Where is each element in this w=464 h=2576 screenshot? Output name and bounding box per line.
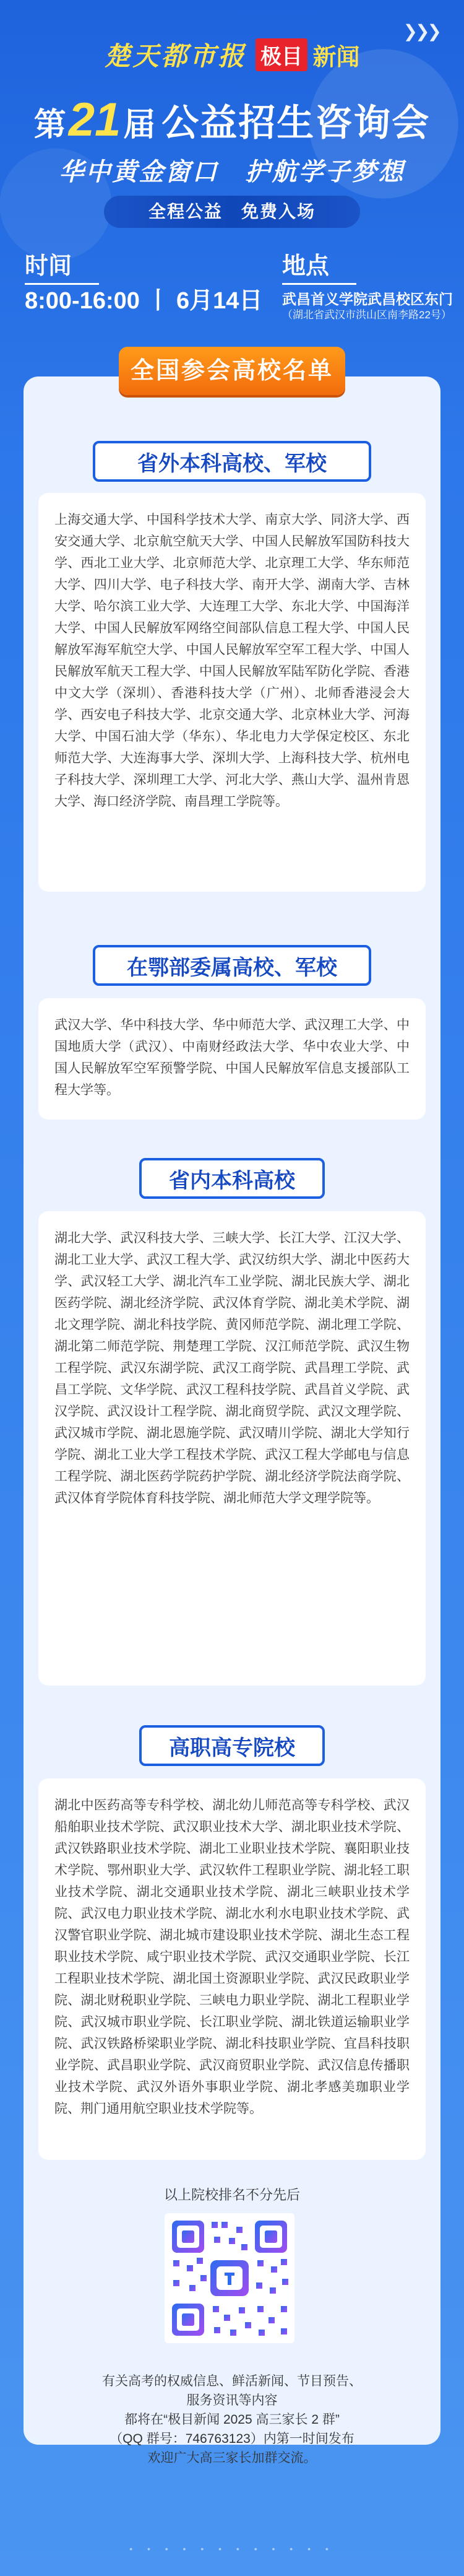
time-value: 8:00-16:00 丨 6月14日 (25, 288, 263, 314)
footer-line: 欢迎广大高三家长加群交流。 (147, 2451, 317, 2465)
slogan: 华中黄金窗口 护航学子梦想 (59, 159, 405, 186)
section-heading: 省内本科高校 (139, 1158, 325, 1199)
section-body: 武汉大学、华中科技大学、华中师范大学、武汉理工大学、中国地质大学（武汉）、中南财经政法大学、华中农业大学、中国人民解放军空军预警学院、中国人民解放军信息支援部队工程大学等。 (38, 998, 426, 1120)
footer-info (37, 2372, 427, 2468)
brand-name: 楚天都市报 (104, 41, 247, 71)
title-number: 21 (68, 94, 121, 146)
brand-news: 新闻 (312, 44, 360, 71)
footer-line: 有关高考的权威信息、鲜活新闻、节目预告、 (102, 2374, 362, 2388)
footer-line: 都将在“极目新闻 2025 高三家长 2 群” (124, 2413, 340, 2427)
qr-code-icon[interactable] (165, 2213, 294, 2343)
title-prefix: 第 (33, 107, 66, 143)
place-label: 地点 (282, 246, 356, 285)
decorative-dots: • • • • • • • • • • • • (129, 2544, 335, 2554)
card-title: 全国参会高校名单 (119, 347, 345, 395)
section-heading: 在鄂部委属高校、军校 (93, 945, 371, 986)
time-label: 时间 (25, 246, 99, 285)
section-body: 上海交通大学、中国科学技术大学、南京大学、同济大学、西安交通大学、北京航空航天大学、中国人民解放军国防科技大学、西北工业大学、北京师范大学、北京理工大学、华东师范大学、四川大学、电子科技大学、南开大学、湖南大学、吉林大学、哈尔滨工业大学、大连理工大学、东北大学、中国海洋大学、中国人民解放军网络空间部队信息工程大学、中国人民解放军海军航空大学、中国人民解放军空军工程大学、中国人民解放军航天工程大学、中国人民解放军陆军防化学院、香港中文大学（深圳）、香港科技大学（广州）、北师香港浸会大学、西安电子科技大学、北京交通大学、北京林业大学、河海大学、中国石油大学（华东）、华北电力大学保定校区、东北师范大学、大连海事大学、深圳大学、上海科技大学、杭州电子科技大学、深圳理工大学、河北大学、燕山大学、温州肯恩大学、海口经济学院、南昌理工学院等。 (38, 493, 426, 892)
section-body: 湖北中医药高等专科学校、湖北幼儿师范高等专科学校、武汉船舶职业技术学院、武汉职业技术大学、湖北职业技术学院、武汉铁路职业技术学院、湖北工业职业技术学院、襄阳职业技术学院、鄂州职业大学、武汉软件工程职业学院、湖北轻工职业技术学院、湖北交通职业技术学院、湖北三峡职业技术学院、武汉电力职业技术学院、湖北水利水电职业技术学院、武汉警官职业学院、湖北城市建设职业技术学院、湖北生态工程职业技术学院、咸宁职业技术学院、武汉交通职业学院、长江工程职业技术学院、湖北国土资源职业学院、武汉民政职业学院、湖北财税职业学院、三峡电力职业学院、湖北工程职业学院、武汉城市职业学院、长江职业学院、湖北铁道运输职业学院、武汉铁路桥梁职业学院、湖北科技职业学院、宜昌科技职业学院、武昌职业学院、武汉商贸职业学院、武汉信息传播职业技术学院、武汉外语外事职业学院、湖北孝感美珈职业学院、荆门通用航空职业技术学院等。 (38, 1778, 426, 2160)
event-title (0, 93, 464, 147)
place-line-1: 武昌首义学院武昌校区东门 (282, 291, 453, 307)
section-heading: 高职高专院校 (139, 1725, 325, 1766)
title-suffix: 届 (123, 107, 156, 143)
free-entry-ribbon: 全程公益 免费入场 (104, 196, 360, 228)
footer-line: （QQ 群号：746763123）内第一时间发布 (110, 2432, 354, 2446)
footer-line: 服务资讯等内容 (186, 2393, 278, 2408)
chevrons-right-icon: ❯❯❯ (403, 22, 439, 41)
title-main: 公益招生咨询会 (161, 102, 431, 144)
brand-logo (0, 36, 464, 73)
section-body: 湖北大学、武汉科技大学、三峡大学、长江大学、江汉大学、湖北工业大学、武汉工程大学、武汉纺织大学、湖北中医药大学、武汉轻工大学、湖北汽车工业学院、湖北民族大学、湖北医药学院、湖北经济学院、武汉体育学院、湖北美术学院、湖北文理学院、湖北科技学院、黄冈师范学院、湖北理工学院、湖北第二师范学院、荆楚理工学院、汉江师范学院、武汉生物工程学院、武汉东湖学院、武汉工商学院、武昌理工学院、武昌工学院、文华学院、武汉工程科技学院、武昌首义学院、武汉学院、武汉设计工程学院、湖北商贸学院、武汉文理学院、武汉城市学院、湖北恩施学院、武汉晴川学院、湖北大学知行学院、湖北工业大学工程技术学院、武汉工程大学邮电与信息工程学院、湖北医药学院药护学院、湖北经济学院法商学院、武汉体育学院体育科技学院、湖北师范大学文理学院等。 (38, 1211, 426, 1686)
brand-badge: 极目 (256, 38, 307, 71)
section-heading: 省外本科高校、军校 (93, 441, 371, 482)
place-line-2: （湖北省武汉市洪山区南李路22号） (282, 309, 452, 321)
ranking-note: 以上院校排名不分先后 (163, 2187, 300, 2203)
place-value (282, 291, 453, 323)
